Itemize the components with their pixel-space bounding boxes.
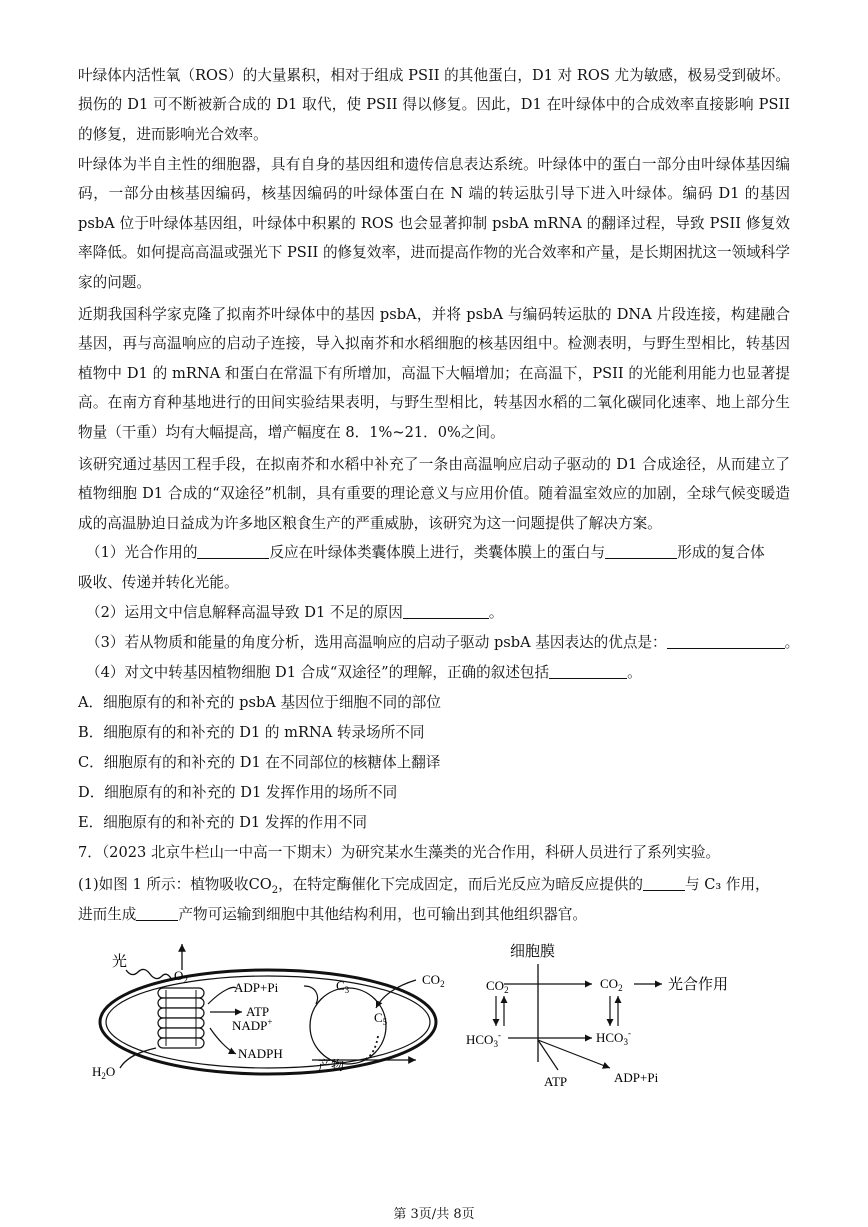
answer-blank-7a[interactable] [643,874,685,891]
option-e[interactable]: E．细胞原有的和补充的 D1 发挥的作用不同 [78,814,368,831]
adp-return-arrow [304,986,318,1004]
membrane-label: 细胞膜 [510,944,556,960]
o2-label: $O_2$ [174,968,188,985]
question-2: （2）运用文中信息解释高温导致 D1 不足的原因 。 [86,604,504,621]
answer-blank-2[interactable] [403,602,489,619]
question-3: （3）若从物质和能量的角度分析，选用高温响应的启动子驱动 psbA 基因表达的优点是： 。 [86,634,800,651]
light-wave [126,969,172,980]
atp-label: ATP [246,1004,270,1019]
figure-1-chloroplast-diagram [86,936,450,1086]
answer-blank-1b[interactable] [605,542,677,559]
co2-left-label: $CO_2$ [486,978,509,995]
co2-label: $CO_2$ [422,972,445,989]
answer-blank-4[interactable] [549,662,627,679]
h2o-label: $H_2O$ [92,1064,116,1081]
question-7-part-1: (1)如图 1 所示：植物吸收$CO_2$，在特定酶催化下完成固定，而后光反应为暗反应提供的 与 C₃ 作用， [78,876,770,896]
option-c[interactable]: C．细胞原有的和补充的 D1 在不同部位的核糖体上翻译 [78,754,441,771]
question-7-header: 7．（2023 北京牛栏山一中高一下期末）为研究某水生藻类的光合作用，科研人员进行了系列实验。 [78,844,721,861]
hco3-left-label: $HCO_3^-$ [466,1030,501,1049]
hco3-right-label: $HCO_3^-$ [596,1028,631,1047]
question-1-cont: 吸收、传递并转化光能。 [78,574,239,591]
calvin-cycle-ring [310,988,386,1064]
option-b[interactable]: B．细胞原有的和补充的 D1 的 mRNA 转录场所不同 [78,724,425,741]
adp-pi-label: ADP+Pi [614,1070,659,1085]
question-4: （4）对文中转基因植物细胞 D1 合成“双途径”的理解，正确的叙述包括 。 [86,664,642,681]
product-label: 产物 [318,1058,345,1073]
c5-label: $C_5$ [374,1010,388,1027]
question-7-part-1-cont: 进而生成 产物可运输到细胞中其他结构利用，也可输出到其他组织器官。 [78,906,588,923]
nadph-label: NADPH [238,1046,283,1061]
light-label: 光 [112,954,128,970]
thylakoid-stack [158,988,204,1048]
co2-right-label: $CO_2$ [600,976,623,993]
nadp-label: NADP+ [232,1017,273,1033]
paragraph-conclusion: 该研究通过基因工程手段，在拟南芥和水稻中补充了一条由高温响应启动子驱动的 D1 合成途径，从而建立了植物细胞 D1 合成的“双途径”机制，具有重要的理论意义与应用价值。随着温室效应的加剧，全球气候变暖造成的高温胁迫日益成为许多地区粮食生产的严重威胁，该研究为这一问题提供了解决方案。 [78,456,790,532]
answer-blank-1a[interactable] [197,542,269,559]
option-d[interactable]: D．细胞原有的和补充的 D1 发挥作用的场所不同 [78,784,398,801]
option-a[interactable]: A．细胞原有的和补充的 psbA 基因位于细胞不同的部位 [78,694,442,711]
figure-2-cell-membrane-diagram [462,936,752,1092]
page-footer: 第 3页/共 8页 [393,1207,475,1222]
adp-arrow [208,987,236,1004]
atp-label: ATP [544,1074,568,1089]
paragraph-ros: 叶绿体内活性氧（ROS）的大量累积，相对于组成 PSII 的其他蛋白，D1 对 ROS 尤为敏感，极易受到破坏。损伤的 D1 可不断被新合成的 D1 取代，使 PSII 得以修复。因此，D1 在叶绿体中的合成效率直接影响 PSII 的修复，进而影响光合效率。 [78,67,790,143]
paragraph-chloroplast: 叶绿体为半自主性的细胞器，具有自身的基因组和遗传信息表达系统。叶绿体中的蛋白一部分由叶绿体基因编码，一部分由核基因编码，核基因编码的叶绿体蛋白在 N 端的转运肽引导下进入叶绿体。编码 D1 的基因 psbA 位于叶绿体基因组，叶绿体中积累的 ROS 也会显著抑制 psbA mRNA 的翻译过程，导致 PSII 修复效率降低。如何提高高温或强光下 PSII 的修复效率，进而提高作物的光合效率和产量，是长期困扰这一领域科学家的问题。 [78,156,790,291]
paragraph-experiment: 近期我国科学家克隆了拟南芥叶绿体中的基因 psbA，并将 psbA 与编码转运肽的 DNA 片段连接，构建融合基因，再与高温响应的启动子连接，导入拟南芥和水稻细胞的核基因组中。检测表明，与野生型相比，转基因植物中 D1 的 mRNA 和蛋白在常温下有所增加，高温下大幅增加；在高温下，PSII 的光能利用能力也显著提高。在南方育种基地进行的田间实验结果表明，与野生型相比，转基因水稻的二氧化碳同化速率、地上部分生物量（干重）均有大幅提高，增产幅度在 8．1%~21．0%之间。 [78,306,790,441]
answer-blank-7b[interactable] [136,904,178,921]
adp-pi-label: ADP+Pi [234,980,279,995]
answer-blank-3[interactable] [667,632,785,649]
photosynthesis-label: 光合作用 [668,977,729,993]
c3-label: $C_3$ [336,978,350,995]
question-1: （1）光合作用的 反应在叶绿体类囊体膜上进行，类囊体膜上的蛋白与 形成的复合体 [86,544,765,561]
